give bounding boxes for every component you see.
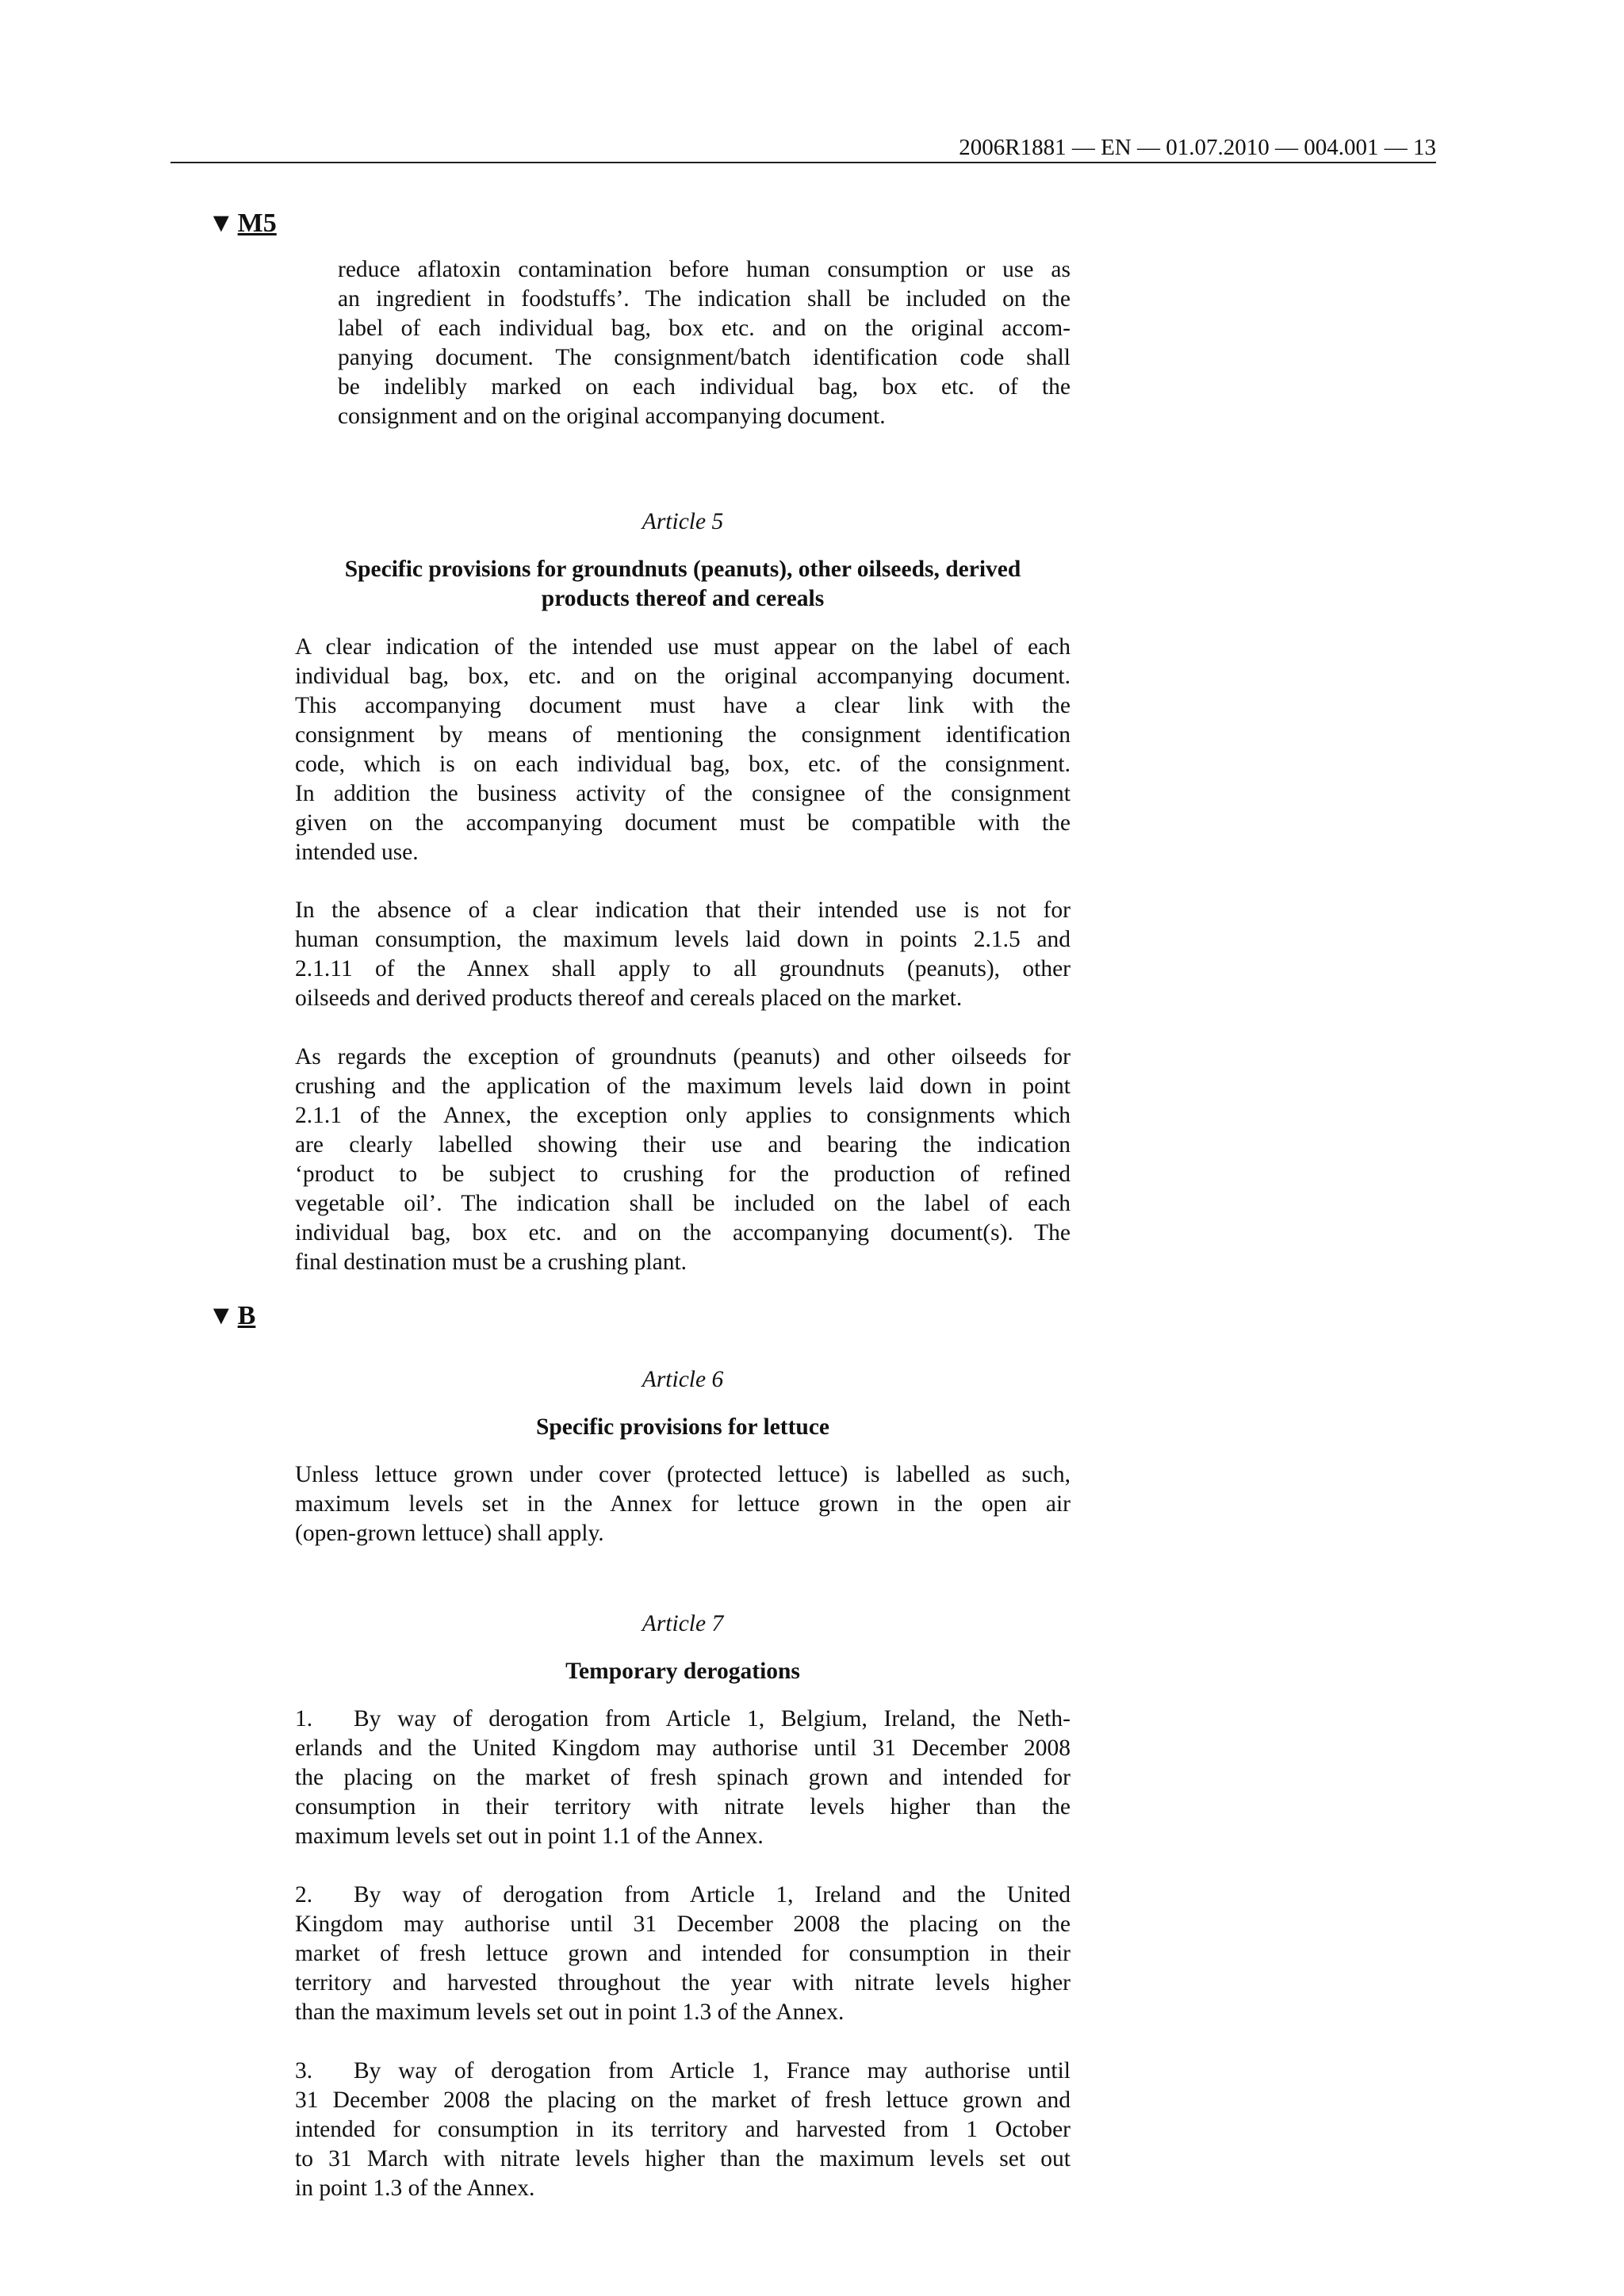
- text-line: code, which is on each individual bag, box, etc. of the consignment.: [295, 752, 1071, 777]
- text-line: In addition the business activity of the consignee of the consignment: [295, 781, 1071, 806]
- article-6-title: Specific provisions for lettuce: [535, 1414, 830, 1440]
- text-line: [295, 1705, 1071, 1734]
- text-line: 2.1.11 of the Annex shall apply to all groundnuts (peanuts), other: [295, 956, 1071, 982]
- text-line: intended for consumption in its territory and harvested from 1 October: [295, 2117, 1071, 2142]
- text-line: maximum levels set in the Annex for lettuce grown in the open air: [295, 1491, 1071, 1517]
- text-line: human consumption, the maximum levels laid down in points 2.1.5 and: [295, 927, 1071, 952]
- text-line: ‘product to be subject to crushing for the production of refined: [295, 1161, 1071, 1187]
- document-reference: 2006R1881 — EN — 01.07.2010 — 004.001 — 13: [959, 135, 1436, 160]
- text-line: (open-grown lettuce) shall apply.: [295, 1521, 604, 1546]
- down-triangle-icon: ▼: [208, 209, 235, 238]
- text-line: the placing on the market of fresh spinach grown and intended for: [295, 1765, 1071, 1790]
- text-line: are clearly labelled showing their use and bearing the indication: [295, 1132, 1071, 1158]
- article-7-title: Temporary derogations: [565, 1659, 800, 1684]
- paragraph-number: 1.: [295, 1706, 313, 1732]
- article-7-number: Article 7: [642, 1611, 724, 1636]
- text-line: panying document. The consignment/batch identification code shall: [338, 345, 1071, 370]
- article-5-paragraph-3: [295, 1043, 1071, 1277]
- down-triangle-icon: ▼: [208, 1301, 235, 1330]
- text-line: Unless lettuce grown under cover (protected lettuce) is labelled as such,: [295, 1462, 1071, 1487]
- article-5-paragraph-2: [295, 896, 1071, 1013]
- text-line: market of fresh lettuce grown and intended for consumption in their: [295, 1941, 1071, 1966]
- text-line: A clear indication of the intended use must appear on the label of each: [295, 634, 1071, 660]
- text-line: intended use.: [295, 840, 419, 865]
- first-line-text: By way of derogation from Article 1, Ireland and the United: [354, 1882, 1071, 1908]
- text-line: in point 1.3 of the Annex.: [295, 2175, 535, 2201]
- text-line: maximum levels set out in point 1.1 of the Annex.: [295, 1823, 764, 1849]
- text-line: oilseeds and derived products thereof and cereals placed on the market.: [295, 985, 963, 1011]
- text-line: given on the accompanying document must be compatible with the: [295, 810, 1071, 836]
- page-header: [170, 133, 1436, 163]
- amendment-code[interactable]: B: [237, 1301, 256, 1330]
- article-6-number: Article 6: [642, 1367, 724, 1392]
- amendment-marker-m5[interactable]: [208, 208, 277, 239]
- paragraph-number: 2.: [295, 1882, 313, 1908]
- title-line: Specific provisions for groundnuts (peanuts), other oilseeds, derived: [344, 557, 1021, 582]
- text-line: [295, 2057, 1071, 2086]
- text-line: individual bag, box, etc. and on the original accompanying document.: [295, 664, 1071, 689]
- article-5-paragraph-1: [295, 633, 1071, 867]
- text-line: reduce aflatoxin contamination before human consumption or use as: [338, 257, 1071, 282]
- text-line: final destination must be a crushing plant.: [295, 1249, 688, 1275]
- amendment-marker-b[interactable]: [208, 1300, 255, 1332]
- article-7-paragraph-1: [295, 1705, 1071, 1851]
- text-line: vegetable oil’. The indication shall be included on the label of each: [295, 1191, 1071, 1216]
- first-line-text: By way of derogation from Article 1, Belgium, Ireland, the Neth-: [354, 1706, 1071, 1732]
- article-5-number: Article 5: [642, 509, 724, 534]
- article-5-title: [295, 555, 1071, 614]
- text-line: This accompanying document must have a clear link with the: [295, 693, 1071, 718]
- continuation-paragraph: [338, 255, 1071, 431]
- text-line: [295, 1881, 1071, 1910]
- text-line: As regards the exception of groundnuts (peanuts) and other oilseeds for: [295, 1044, 1071, 1070]
- text-line: individual bag, box etc. and on the accompanying document(s). The: [295, 1220, 1071, 1246]
- text-line: In the absence of a clear indication that their intended use is not for: [295, 897, 1071, 923]
- text-line: consignment and on the original accompanying document.: [338, 404, 886, 429]
- text-line: crushing and the application of the maximum levels laid down in point: [295, 1073, 1071, 1099]
- text-line: be indelibly marked on each individual bag, box etc. of the: [338, 374, 1071, 400]
- text-line: label of each individual bag, box etc. and on the original accom-: [338, 316, 1071, 341]
- text-line: an ingredient in foodstuffs’. The indication shall be included on the: [338, 286, 1071, 312]
- text-line: 2.1.1 of the Annex, the exception only applies to consignments which: [295, 1103, 1071, 1128]
- amendment-code[interactable]: M5: [237, 209, 277, 238]
- text-line: consignment by means of mentioning the consignment identification: [295, 722, 1071, 748]
- text-line: erlands and the United Kingdom may authorise until 31 December 2008: [295, 1735, 1071, 1761]
- title-line: products thereof and cereals: [541, 586, 825, 611]
- text-line: to 31 March with nitrate levels higher than the maximum levels set out: [295, 2146, 1071, 2172]
- first-line-text: By way of derogation from Article 1, France may authorise until: [354, 2058, 1071, 2084]
- article-6-paragraph: [295, 1460, 1071, 1548]
- paragraph-number: 3.: [295, 2058, 313, 2084]
- article-7-paragraph-2: [295, 1881, 1071, 2027]
- text-line: consumption in their territory with nitrate levels higher than the: [295, 1794, 1071, 1820]
- text-line: territory and harvested throughout the year with nitrate levels higher: [295, 1970, 1071, 1996]
- text-line: 31 December 2008 the placing on the market of fresh lettuce grown and: [295, 2087, 1071, 2113]
- article-7-paragraph-3: [295, 2057, 1071, 2203]
- text-line: Kingdom may authorise until 31 December 2008 the placing on the: [295, 1911, 1071, 1937]
- text-line: than the maximum levels set out in point 1.3 of the Annex.: [295, 1999, 845, 2025]
